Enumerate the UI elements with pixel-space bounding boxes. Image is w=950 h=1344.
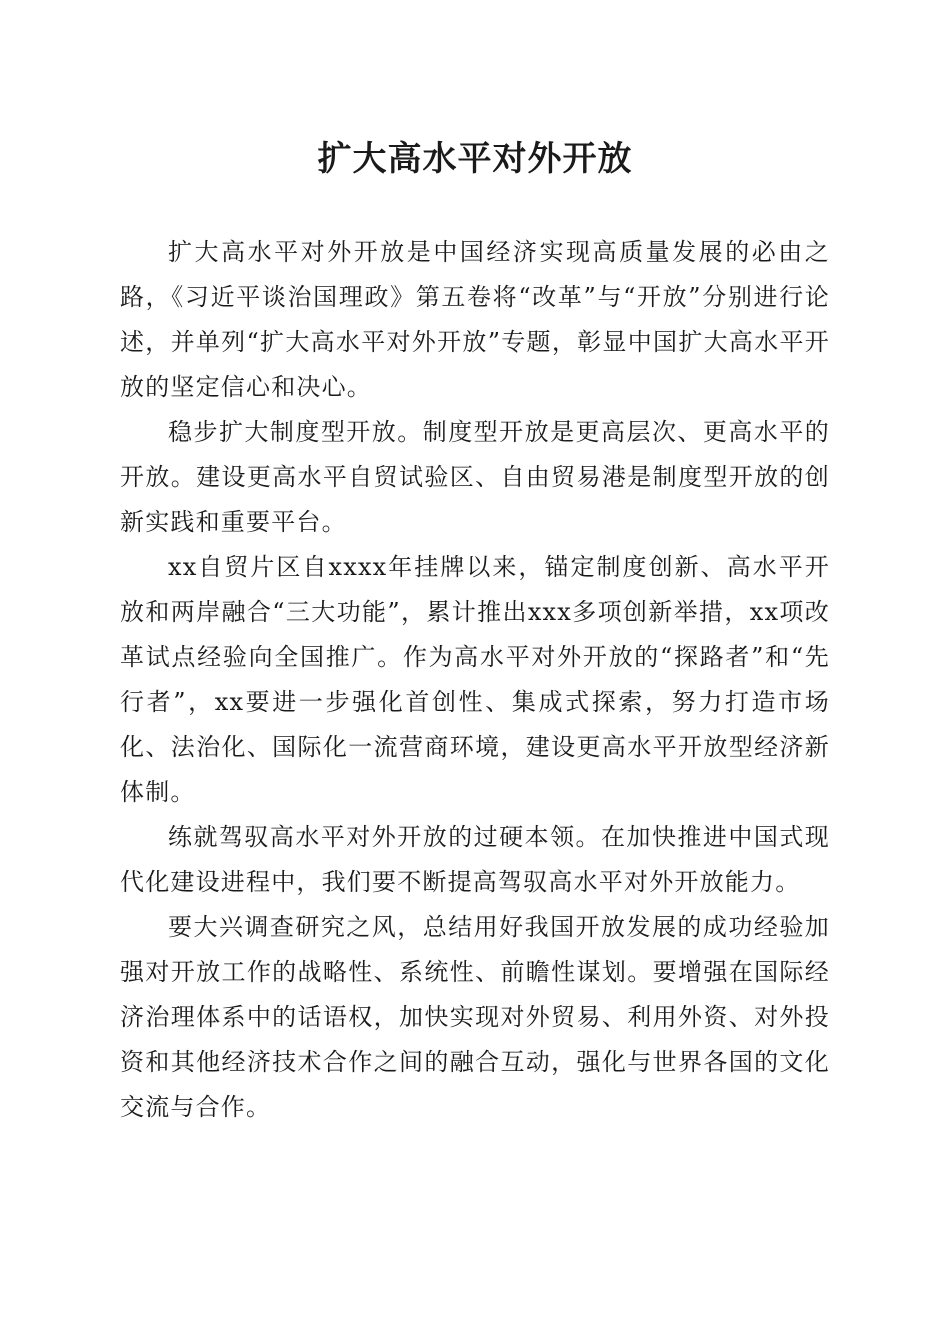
document-body [120, 230, 830, 1130]
paragraph-5: 要大兴调查研究之风，总结用好我国开放发展的成功经验加强对开放工作的战略性、系统性、前瞻性谋划。要增强在国际经济治理体系中的话语权，加快实现对外贸易、利用外资、对外投资和其他经济技术合作之间的融合互动，强化与世界各国的文化交流与合作。 [120, 913, 830, 1121]
paragraph-4: 练就驾驭高水平对外开放的过硬本领。在加快推进中国式现代化建设进程中，我们要不断提高驾驭高水平对外开放能力。 [120, 823, 830, 896]
paragraph-3: xx自贸片区自xxxx年挂牌以来，锚定制度创新、高水平开放和两岸融合“三大功能”，累计推出xxx多项创新举措，xx项改革试点经验向全国推广。作为高水平对外开放的“探路者”和“先行者”，xx要进一步强化首创性、集成式探索，努力打造市场化、法治化、国际化一流营商环境，建设更高水平开放型经济新体制。 [120, 553, 830, 806]
paragraph-1: 扩大高水平对外开放是中国经济实现高质量发展的必由之路，《习近平谈治国理政》第五卷将“改革”与“开放”分别进行论述，并单列“扩大高水平对外开放”专题，彰显中国扩大高水平开放的坚定信心和决心。 [120, 238, 830, 401]
document-title: 扩大高水平对外开放 [317, 139, 633, 179]
paragraph-2: 稳步扩大制度型开放。制度型开放是更高层次、更高水平的开放。建设更高水平自贸试验区、自由贸易港是制度型开放的创新实践和重要平台。 [120, 418, 830, 536]
